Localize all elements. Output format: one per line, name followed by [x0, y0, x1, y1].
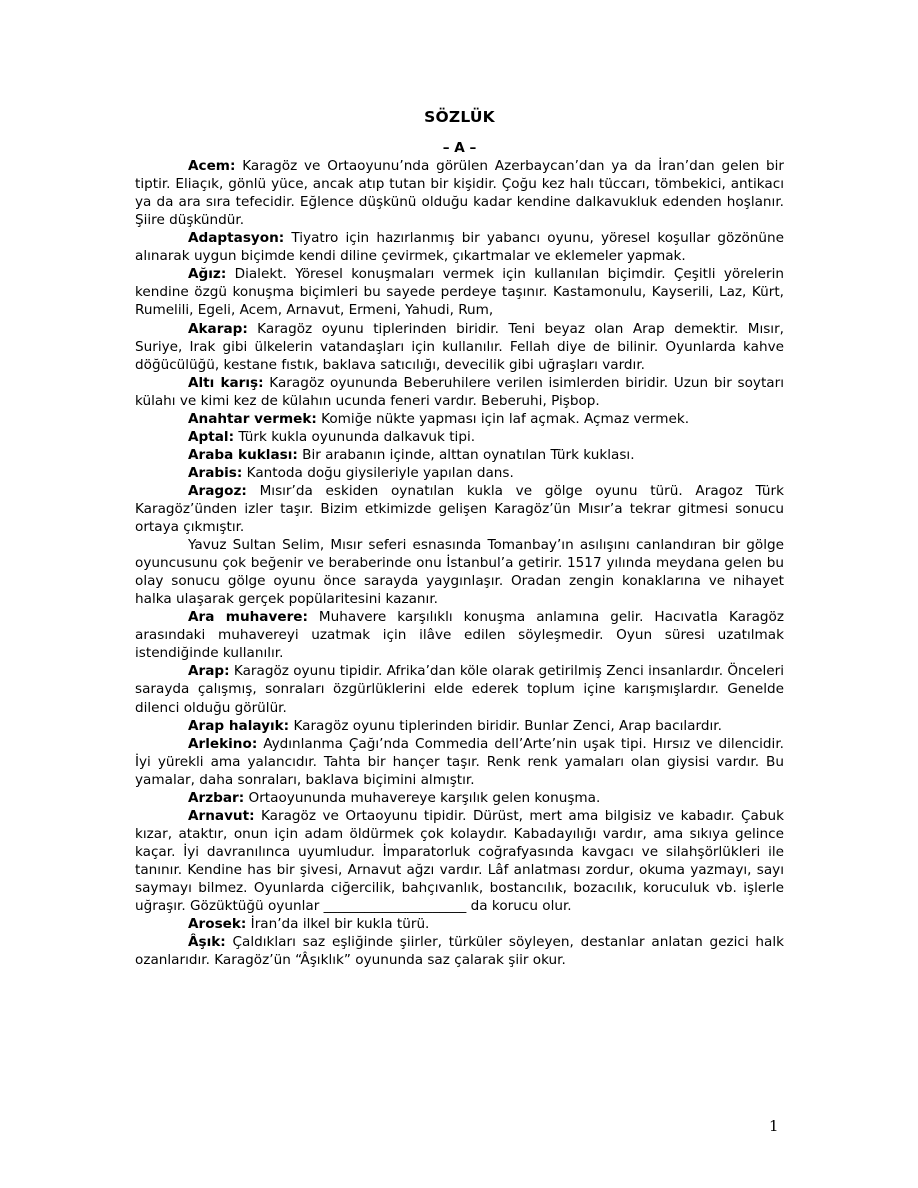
entry-term: Araba kuklası: [188, 446, 298, 463]
entry-term: Arosek: [188, 916, 247, 933]
entry-definition: İran’da ilkel bir kukla türü. [246, 916, 430, 933]
glossary-entry [135, 265, 784, 319]
glossary-entry [135, 446, 784, 464]
entry-term: Altı karış: [188, 374, 264, 391]
glossary-entry [135, 717, 784, 735]
entry-term: Acem: [188, 158, 236, 175]
entry-definition: Bir arabanın içinde, alttan oynatılan Türk kuklası. [297, 446, 635, 463]
glossary-entry [135, 320, 784, 374]
entry-term: Anahtar vermek: [188, 410, 317, 427]
entry-term: Akarap: [188, 320, 248, 337]
glossary-entry [135, 807, 784, 915]
entry-term: Ağız: [188, 266, 227, 283]
glossary-entry [135, 428, 784, 446]
entry-definition: Karagöz ve Ortaoyunu’nda görülen Azerbaycan’dan ya da İran’dan gelen bir tiptir. Eliaçık, gönlü yüce, ancak atıp tutan bir kişidir. Çoğu kez halı tüccarı, tömbekici, antikacı ya da ara sıra tefecidir. Eğlence düşkünü olduğu kadar kendine dalkavukluk edenden hoşlanır. Şiire düşkündür. [135, 158, 784, 229]
entry-definition: Yavuz Sultan Selim, Mısır seferi esnasında Tomanbay’ın asılışını canlandıran bir gölge oyuncusunu çok beğenir ve beraberinde onu İstanbul’a getirir. 1517 yılında meydana gelen bu olay sonucu gölge oyunu önce sarayda yaygınlaşır. Oradan zengin konaklarına ve nihayet halka ulaşarak gerçek popülaritesini kazanır. [135, 537, 784, 608]
glossary-entry [135, 933, 784, 969]
entry-definition: Muhavere karşılıklı konuşma anlamına gelir. Hacıvatla Karagöz arasındaki muhavereyi uzatmak için ilâve edilen söyleşmedir. Oyun süresi uzatılmak istendiğinde kullanılır. [135, 609, 784, 662]
page-number: 1 [769, 1117, 779, 1135]
entry-term: Âşık: [188, 934, 226, 951]
entry-definition: Karagöz oyunu tipidir. Afrika’dan köle olarak getirilmiş Zenci insanlardır. Önceleri sarayda çalışmış, sonraları özgürlüklerini elde ederek toplum içine karışmışlardır. Genelde dilenci olduğu görülür. [135, 663, 784, 716]
glossary-entry [135, 735, 784, 789]
entry-definition: Aydınlanma Çağı’nda Commedia dell’Arte’nin uşak tipi. Hırsız ve dilencidir. İyi yürekli ama yalancıdır. Tahta bir hançer taşır. Renk renk yamaları olan giysisi vardır. Bu yamalar, daha sonraları, baklava biçimini almıştır. [135, 735, 784, 788]
entry-definition: Komiğe nükte yapması için laf açmak. Açmaz vermek. [316, 410, 690, 427]
glossary-entry [135, 410, 784, 428]
entry-definition: Dialekt. Yöresel konuşmaları vermek için kullanılan biçimdir. Çeşitli yörelerin kendine özgü konuşma biçimleri bu sayede perdeye taşınır. Kastamonulu, Kayserili, Laz, Kürt, Rumelili, Egeli, Acem, Arnavut, Ermeni, Yahudi, Rum, [135, 266, 784, 319]
entry-definition: Tiyatro için hazırlanmış bir yabancı oyunu, yöresel koşullar gözönüne alınarak uygun biçimde kendi diline çevirmek, çıkartmalar ve eklemeler yapmak. [135, 230, 784, 265]
entry-term: Aragoz: [188, 482, 247, 499]
glossary-entry [135, 482, 784, 536]
entry-term: Arap halayık: [188, 717, 290, 734]
glossary-entry [135, 608, 784, 662]
glossary-entry [135, 229, 784, 265]
glossary-paragraph [135, 536, 784, 608]
glossary-entry [135, 789, 784, 807]
document-body [135, 108, 784, 969]
entry-definition: Türk kukla oyununda dalkavuk tipi. [234, 428, 476, 445]
entry-term: Arap: [188, 663, 230, 680]
entry-definition: Ortaoyununda muhavereye karşılık gelen konuşma. [244, 789, 601, 806]
entry-definition: Çaldıkları saz eşliğinde şiirler, türküler söyleyen, destanlar anlatan gezici halk ozanlarıdır. Karagöz’ün “Âşıklık” oyununda saz çalarak şiir okur. [135, 934, 784, 969]
entry-definition: Kantoda doğu giysileriyle yapılan dans. [242, 464, 514, 481]
entry-definition: Mısır’da eskiden oynatılan kukla ve gölge oyunu türü. Aragoz Türk Karagöz’ünden izler taşır. Bizim etkimizde gelişen Karagöz’ün Mısır’a tekrar gitmesi sonucu ortaya çıkmıştır. [135, 482, 784, 536]
entry-definition: Karagöz oyunu tiplerinden biridir. Bunlar Zenci, Arap bacılardır. [289, 717, 722, 734]
entry-definition: Karagöz oyunu tiplerinden biridir. Teni beyaz olan Arap demektir. Mısır, Suriye, Irak gibi ülkelerin vatandaşları için kullanılır. Fellah diye de bilinir. Oyunlarda kahve döğücülüğü, kestane fıstık, baklava satıcılığı, devecilik gibi uğraşları vardır. [135, 320, 784, 373]
entry-term: Adaptasyon: [188, 230, 285, 247]
entry-definition: Karagöz oyununda Beberuhilere verilen isimlerden biridir. Uzun bir soytarı külahı ve kimi kez de külahın ucunda feneri vardır. Beberuhi, Pişbop. [135, 374, 784, 409]
glossary-entry [135, 662, 784, 716]
entry-term: Arlekino: [188, 735, 258, 752]
entry-term: Arzbar: [188, 789, 245, 806]
entry-term: Ara muhavere: [188, 609, 308, 626]
glossary-entry [135, 464, 784, 482]
glossary-entry [135, 157, 784, 229]
entry-term: Arabis: [188, 464, 243, 481]
entry-term: Aptal: [188, 428, 235, 445]
entry-definition: Karagöz ve Ortaoyunu tipidir. Dürüst, mert ama bilgisiz ve kabadır. Çabuk kızar, ataktır, onun için adam öldürmek çok kolaydır. Kabadayılığı vardır, ama sıkıya gelince kaçar. İyi davranılınca uyumludur. İmparatorluk coğrafyasında kavgacı ve silahşörlükleri ile tanınır. Kendine has bir şivesi, Arnavut ağzı vardır. Lâf anlatması zordur, okuma yazmayı, sayı saymayı bilmez. Oyunlarda ciğercilik, bahçıvanlık, bostancılık, bozacılık, koruculuk vb. işlerle uğraşır. Gözüktüğü oyunlar _____________________ da korucu olur. [135, 807, 784, 915]
glossary-entry [135, 915, 784, 933]
page-title: SÖZLÜK [424, 108, 495, 126]
section-heading: – A – [442, 140, 477, 157]
entry-term: Arnavut: [188, 807, 255, 824]
glossary-entry [135, 374, 784, 410]
